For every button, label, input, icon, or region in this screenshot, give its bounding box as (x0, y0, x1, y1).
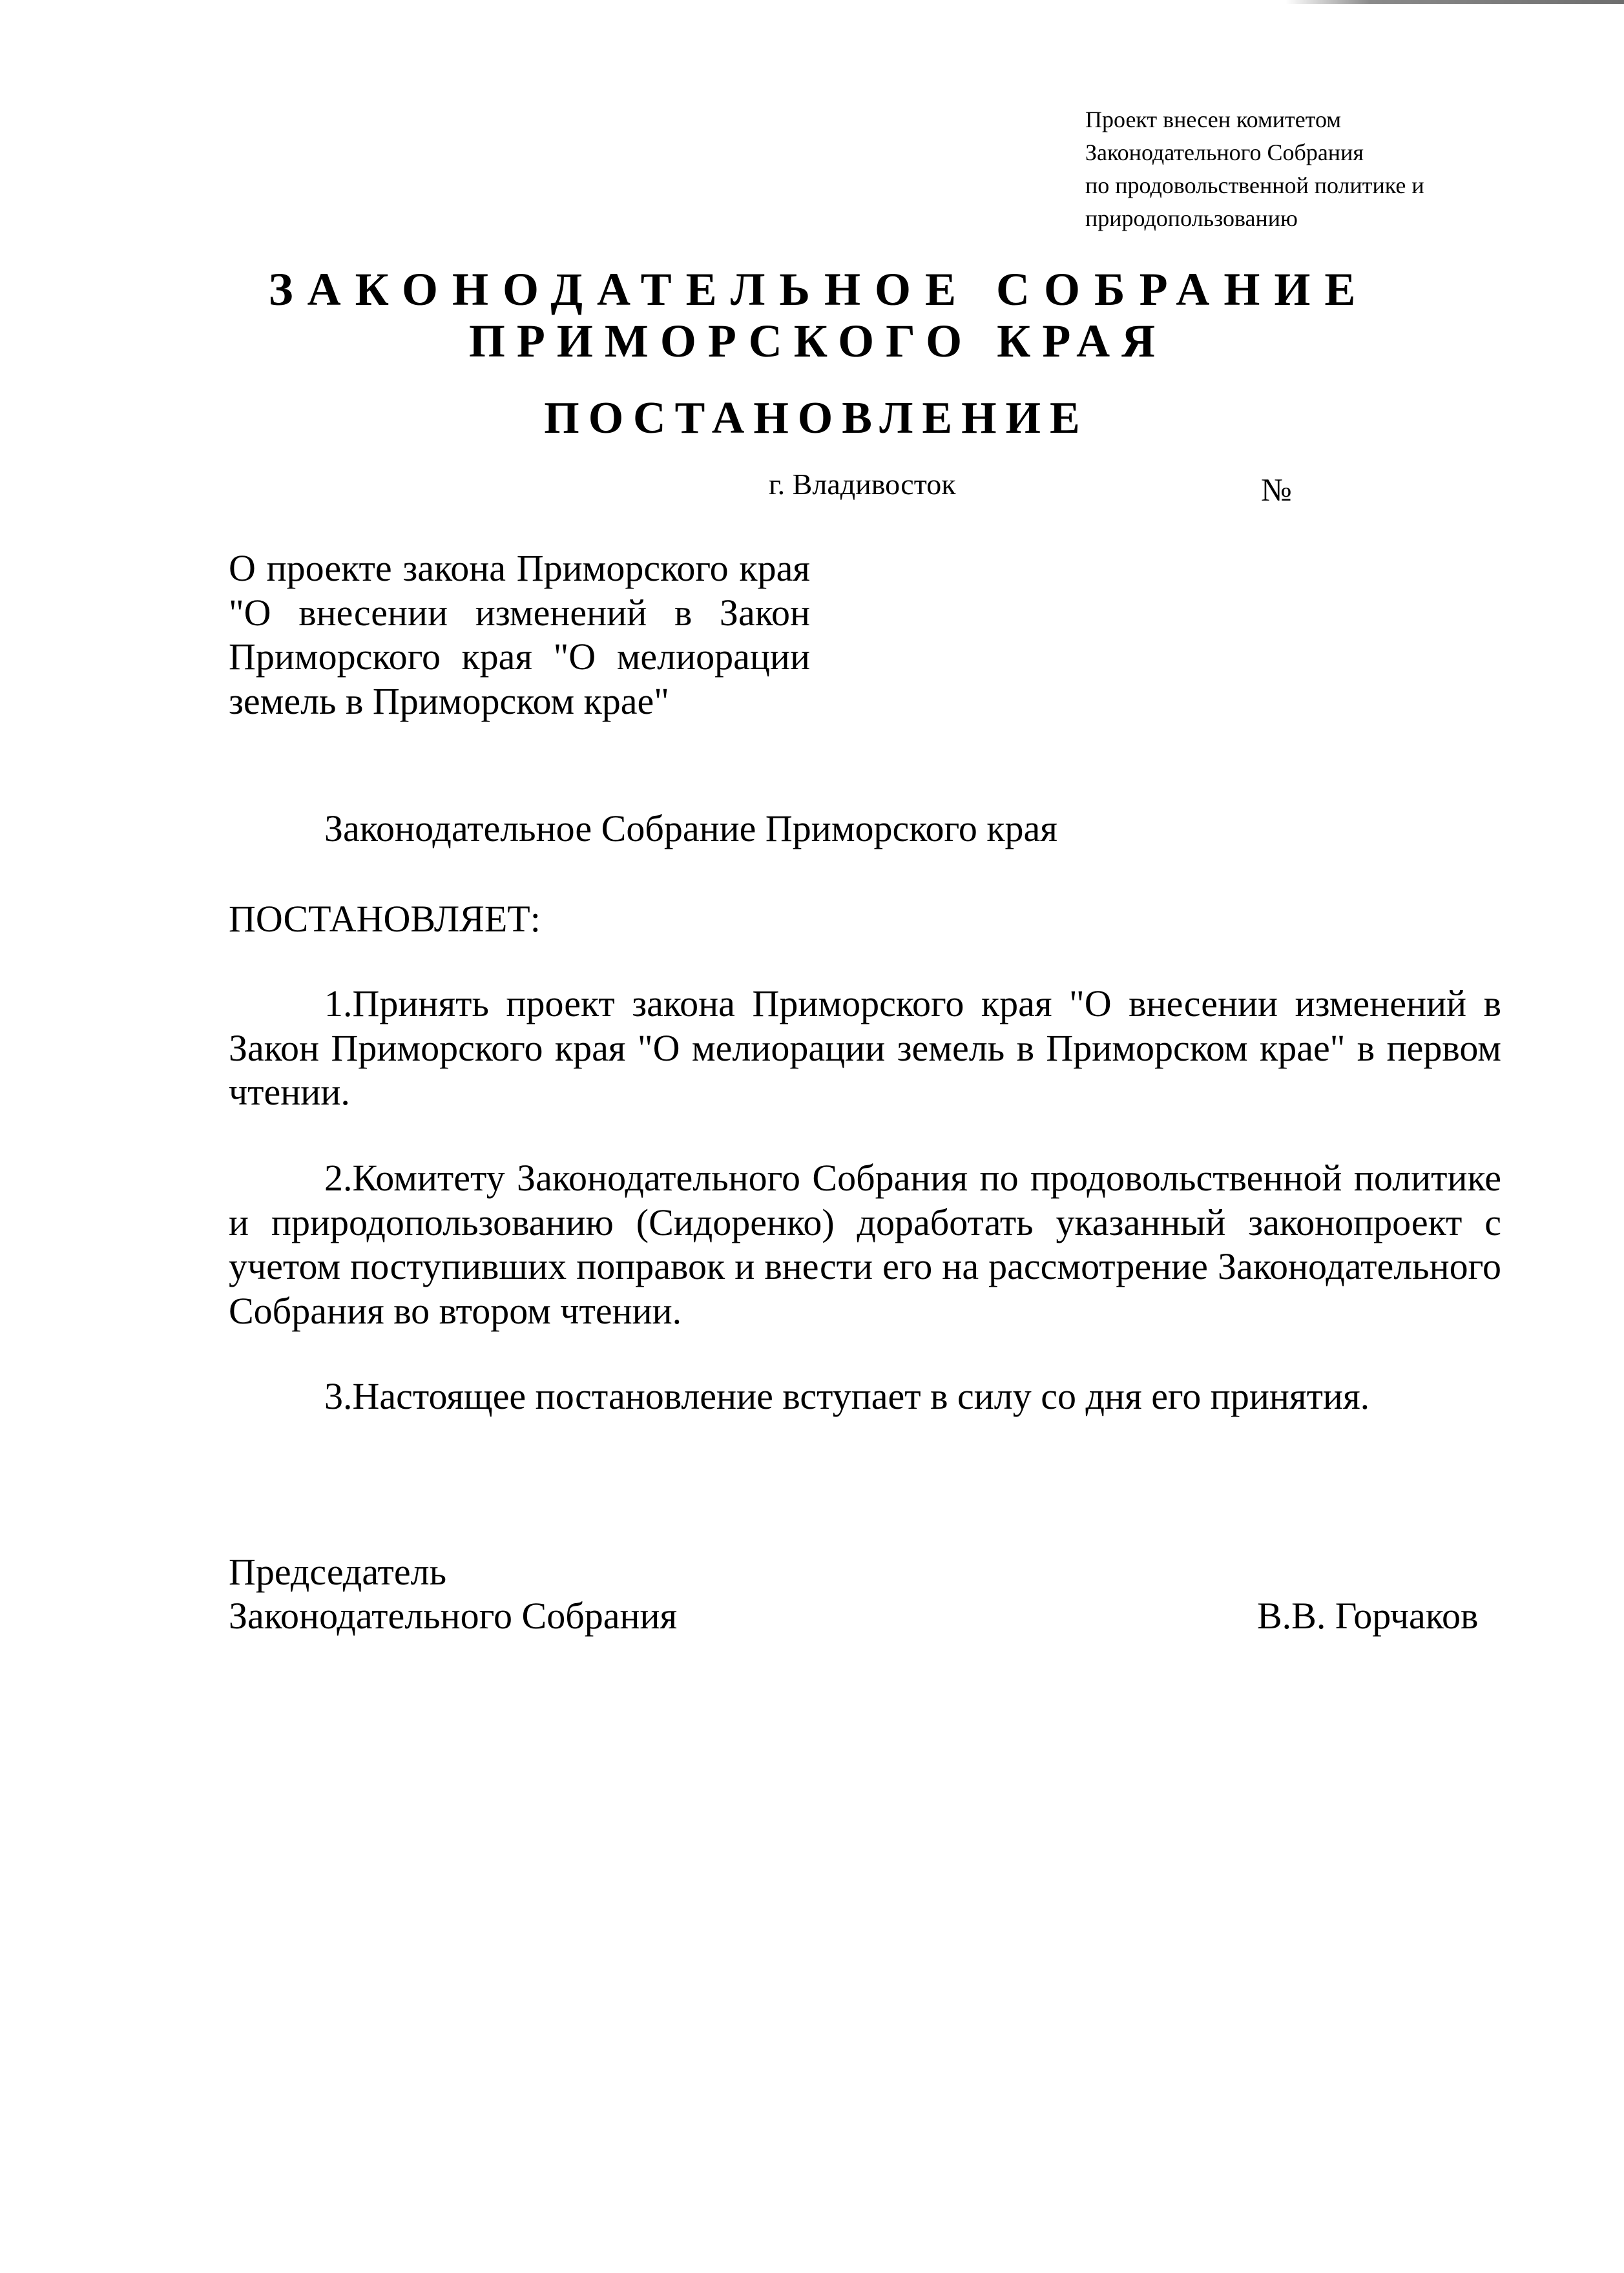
submitted-by-note (1085, 103, 1537, 235)
clause-1: 1.Принять проект закона Приморского края "О внесении изменений в Закон Приморского края "О мелиорации земель в Приморском крае" в первом чтении. (229, 982, 1501, 1113)
submitted-note-line: по продовольственной политике и (1085, 172, 1424, 198)
clause-3: 3.Настоящее постановление вступает в силу со дня его принятия. (324, 1375, 1370, 1417)
scan-artifact-line (1286, 0, 1624, 4)
document-number-label: № (1261, 472, 1292, 508)
signatory-name: В.В. Горчаков (1257, 1595, 1479, 1637)
clause-2: 2.Комитету Законодательного Собрания по продовольственной политике и природопользованию (Сидоренко) доработать указанный законопроект с учетом поступивших поправок и внести его на рассмотрение Законодательного Собрания во втором чтении. (229, 1157, 1501, 1332)
place-of-issue: г. Владивосток (769, 468, 956, 501)
organization-title-line1: ЗАКОНОДАТЕЛЬНОЕ СОБРАНИЕ (268, 264, 1370, 315)
submitted-note-line: природопользованию (1085, 205, 1298, 231)
preamble-text: Законодательное Собрание Приморского края (324, 807, 1057, 849)
submitted-note-line: Проект внесен комитетом (1085, 107, 1342, 132)
signatory-role (229, 1550, 677, 1638)
resolution-subject: О проекте закона Приморского края "О внесении изменений в Закон Приморского края "О мелиорации земель в Приморском крае" (229, 547, 810, 722)
signatory-role-line2: Законодательного Собрания (229, 1595, 678, 1637)
organization-title-line2: ПРИМОРСКОГО КРАЯ (468, 315, 1167, 367)
resolves-heading: ПОСТАНОВЛЯЕТ: (229, 898, 541, 940)
document-type-heading: ПОСТАНОВЛЕНИЕ (544, 393, 1089, 443)
signatory-role-line1: Председатель (229, 1551, 447, 1593)
submitted-note-line: Законодательного Собрания (1085, 140, 1364, 165)
